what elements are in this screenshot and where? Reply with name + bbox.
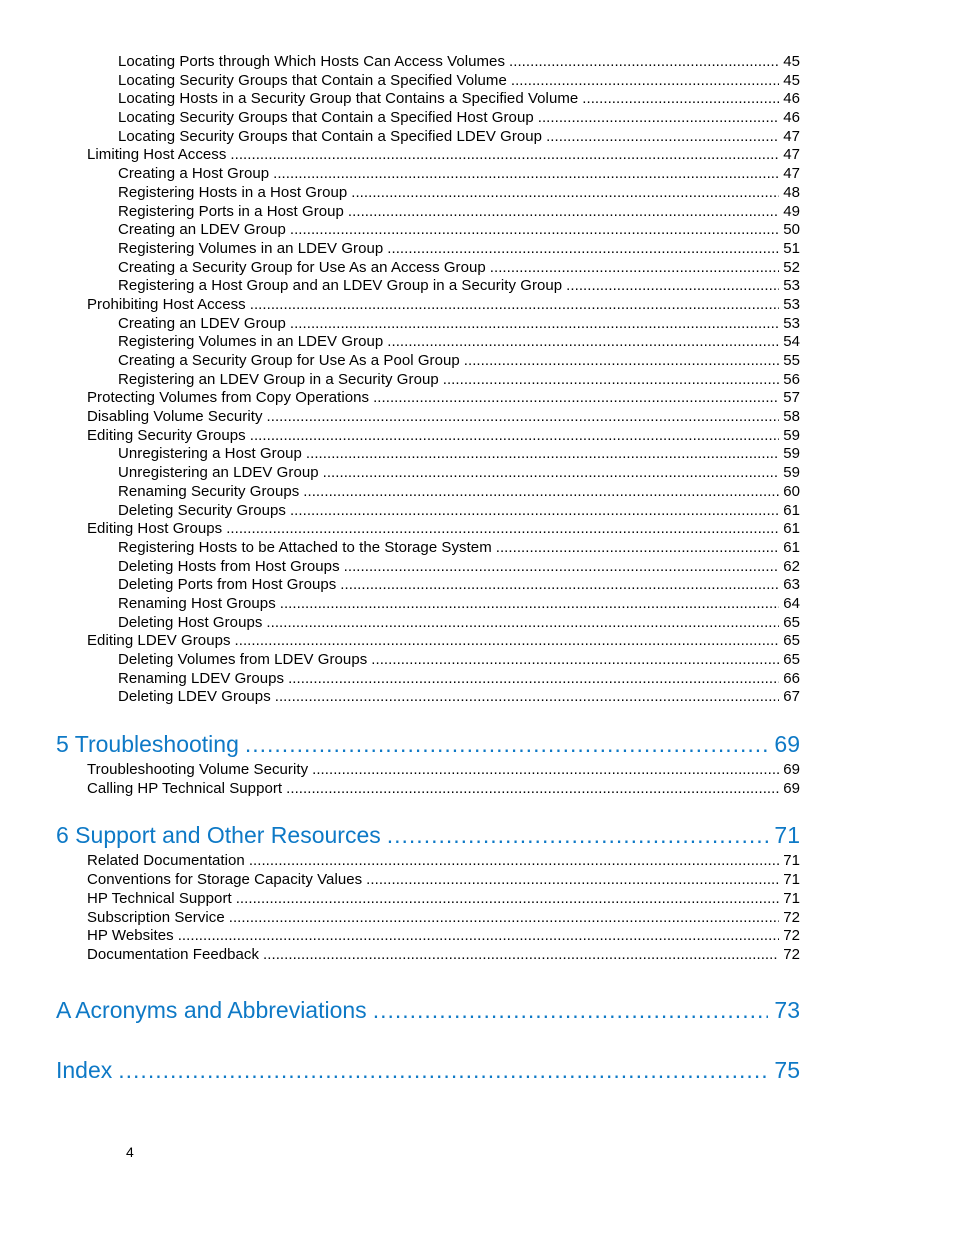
toc-section-entry[interactable]: [56, 852, 800, 871]
toc-subsection-entry[interactable]: [56, 53, 800, 72]
toc-subsection-entry[interactable]: [56, 277, 800, 296]
entry-title: Deleting LDEV Groups: [118, 688, 271, 706]
entry-page-number: 69: [783, 779, 800, 797]
entry-page-number: 69: [783, 761, 800, 779]
entry-page-number: 71: [783, 852, 800, 870]
toc-section-entry[interactable]: [56, 909, 800, 928]
dot-leader: [387, 820, 769, 850]
chapter-title: 5 Troubleshooting: [56, 731, 239, 758]
entry-title: Disabling Volume Security: [87, 408, 263, 426]
entry-page-number: 54: [783, 333, 800, 351]
entry-title: Deleting Host Groups: [118, 613, 263, 631]
dot-leader: [290, 502, 779, 521]
toc-subsection-entry[interactable]: [56, 72, 800, 91]
entry-page-number: 59: [783, 445, 800, 463]
dot-leader: [351, 184, 779, 203]
entry-page-number: 61: [783, 520, 800, 538]
entry-page-number: 53: [783, 314, 800, 332]
toc-subsection-entry[interactable]: [56, 203, 800, 222]
dot-leader: [303, 483, 779, 502]
toc-subsection-entry[interactable]: [56, 240, 800, 259]
toc-section-entry[interactable]: [56, 408, 800, 427]
entry-title: Deleting Volumes from LDEV Groups: [118, 651, 368, 668]
toc-section-entry[interactable]: [56, 761, 800, 780]
dot-leader: [236, 890, 780, 909]
entry-page-number: 59: [783, 464, 800, 482]
dot-leader: [118, 1055, 768, 1085]
dot-leader: [371, 651, 779, 670]
toc-chapter-entry[interactable]: [56, 820, 800, 850]
entry-title: Deleting Security Groups: [118, 501, 286, 519]
entry-title: HP Technical Support: [87, 889, 232, 907]
dot-leader: [387, 333, 779, 352]
toc-subsection-entry[interactable]: [56, 221, 800, 240]
dot-leader: [250, 296, 779, 315]
entry-page-number: 63: [783, 576, 800, 594]
dot-leader: [275, 688, 779, 707]
dot-leader: [263, 946, 779, 965]
entry-title: Registering Hosts in a Host Group: [118, 183, 348, 201]
dot-leader: [266, 614, 779, 633]
entry-title: Creating a Security Group for Use As an Access Group: [118, 258, 486, 276]
dot-leader: [306, 445, 779, 464]
entry-title: Documentation Feedback: [87, 945, 260, 963]
entry-page-number: 53: [783, 295, 800, 313]
toc-subsection-entry[interactable]: [56, 483, 800, 502]
toc-section-entry[interactable]: [56, 520, 800, 539]
entry-title: Renaming Host Groups: [118, 594, 276, 612]
dot-leader: [340, 576, 779, 595]
dot-leader: [366, 871, 779, 890]
toc-subsection-entry[interactable]: [56, 595, 800, 614]
toc-section-entry[interactable]: [56, 927, 800, 946]
dot-leader: [348, 203, 779, 222]
entry-title: Locating Security Groups that Contain a Specified Host Group: [118, 109, 534, 127]
entry-page-number: 72: [783, 908, 800, 926]
toc-section-entry[interactable]: [56, 946, 800, 965]
toc-subsection-entry[interactable]: [56, 352, 800, 371]
toc-subsection-entry[interactable]: [56, 333, 800, 352]
entry-page-number: 73: [774, 996, 800, 1023]
entry-title: Editing LDEV Groups: [87, 632, 231, 650]
dot-leader: [323, 464, 780, 483]
dot-leader: [230, 146, 779, 165]
entry-title: Renaming LDEV Groups: [118, 669, 285, 687]
entry-page-number: 61: [783, 501, 800, 519]
entry-title: Troubleshooting Volume Security: [87, 761, 309, 779]
dot-leader: [290, 315, 779, 334]
entry-title: Limiting Host Access: [87, 146, 227, 164]
toc-subsection-entry[interactable]: [56, 90, 800, 109]
entry-page-number: 65: [783, 651, 800, 668]
entry-page-number: 72: [783, 927, 800, 945]
toc-subsection-entry[interactable]: [56, 688, 800, 707]
dot-leader: [566, 277, 779, 296]
entry-title: Creating an LDEV Group: [118, 221, 286, 239]
entry-title: Locating Ports through Which Hosts Can Access Volumes: [118, 53, 506, 70]
dot-leader: [245, 729, 769, 759]
chapter-title: 6 Support and Other Resources: [56, 822, 381, 849]
entry-page-number: 75: [774, 1056, 800, 1083]
dot-leader: [387, 240, 779, 259]
dot-leader: [290, 221, 779, 240]
entry-title: Renaming Security Groups: [118, 482, 300, 500]
entry-title: Subscription Service: [87, 908, 225, 926]
entry-title: Editing Host Groups: [87, 520, 223, 538]
toc-section-entry[interactable]: [56, 780, 800, 799]
entry-page-number: 71: [774, 822, 800, 849]
dot-leader: [582, 90, 779, 109]
entry-page-number: 58: [783, 408, 800, 426]
toc-section-entry[interactable]: [56, 389, 800, 408]
entry-title: Unregistering an LDEV Group: [118, 464, 319, 482]
entry-title: Registering Hosts to be Attached to the Storage System: [118, 538, 492, 556]
entry-page-number: 60: [783, 482, 800, 500]
dot-leader: [511, 72, 779, 91]
entry-title: Locating Security Groups that Contain a Specified Volume: [118, 71, 507, 89]
entry-page-number: 55: [783, 352, 800, 369]
dot-leader: [267, 408, 780, 427]
dot-leader: [235, 632, 780, 651]
entry-page-number: 50: [783, 221, 800, 239]
toc-subsection-entry[interactable]: [56, 614, 800, 633]
entry-page-number: 59: [783, 426, 800, 444]
toc-chapter-entry[interactable]: [56, 1055, 800, 1085]
dot-leader: [249, 852, 779, 871]
toc-subsection-entry[interactable]: [56, 128, 800, 147]
entry-page-number: 65: [783, 632, 800, 650]
dot-leader: [288, 670, 779, 689]
entry-title: Protecting Volumes from Copy Operations: [87, 389, 370, 407]
entry-page-number: 53: [783, 277, 800, 295]
toc-subsection-entry[interactable]: [56, 651, 800, 670]
entry-page-number: 56: [783, 370, 800, 388]
toc-subsection-entry[interactable]: [56, 184, 800, 203]
entry-title: HP Websites: [87, 927, 174, 945]
entry-page-number: 66: [783, 669, 800, 687]
entry-title: Creating an LDEV Group: [118, 314, 286, 332]
toc-subsection-entry[interactable]: [56, 165, 800, 184]
dot-leader: [490, 259, 779, 278]
entry-title: Registering a Host Group and an LDEV Group in a Security Group: [118, 277, 563, 295]
toc-section-entry[interactable]: [56, 890, 800, 909]
toc-subsection-entry[interactable]: [56, 109, 800, 128]
entry-page-number: 46: [783, 109, 800, 127]
dot-leader: [312, 761, 779, 780]
entry-title: Locating Hosts in a Security Group that Contains a Specified Volume: [118, 90, 579, 108]
page-number: 4: [126, 1144, 134, 1160]
toc-section-entry[interactable]: [56, 871, 800, 890]
entry-page-number: 46: [783, 90, 800, 108]
dot-leader: [464, 352, 779, 371]
entry-page-number: 57: [783, 389, 800, 407]
chapter-title: A Acronyms and Abbreviations: [56, 996, 367, 1023]
entry-page-number: 69: [774, 731, 800, 758]
entry-page-number: 51: [783, 239, 800, 257]
entry-title: Registering an LDEV Group in a Security Group: [118, 370, 439, 388]
toc-section-entry[interactable]: [56, 632, 800, 651]
entry-page-number: 61: [783, 538, 800, 556]
entry-page-number: 47: [783, 146, 800, 164]
toc-subsection-entry[interactable]: [56, 502, 800, 521]
dot-leader: [538, 109, 779, 128]
entry-page-number: 67: [783, 688, 800, 706]
entry-title: Locating Security Groups that Contain a Specified LDEV Group: [118, 127, 543, 145]
toc-section-entry[interactable]: [56, 146, 800, 165]
entry-title: Registering Volumes in an LDEV Group: [118, 239, 384, 257]
entry-page-number: 62: [783, 557, 800, 575]
toc-subsection-entry[interactable]: [56, 576, 800, 595]
entry-title: Related Documentation: [87, 852, 245, 870]
entry-page-number: 49: [783, 202, 800, 220]
dot-leader: [280, 595, 779, 614]
entry-title: Deleting Ports from Host Groups: [118, 576, 337, 594]
toc-subsection-entry[interactable]: [56, 464, 800, 483]
entry-page-number: 71: [783, 889, 800, 907]
entry-title: Conventions for Storage Capacity Values: [87, 871, 363, 889]
entry-title: Registering Volumes in an LDEV Group: [118, 333, 384, 351]
toc-chapter-entry[interactable]: [56, 729, 800, 759]
entry-page-number: 64: [783, 594, 800, 612]
entry-title: Creating a Host Group: [118, 165, 270, 183]
entry-title: Creating a Security Group for Use As a Pool Group: [118, 352, 460, 369]
chapter-title: Index: [56, 1056, 113, 1083]
entry-page-number: 47: [783, 165, 800, 183]
toc-subsection-entry[interactable]: [56, 315, 800, 334]
toc-subsection-entry[interactable]: [56, 558, 800, 577]
dot-leader: [546, 128, 779, 147]
toc-section-entry[interactable]: [56, 427, 800, 446]
toc-subsection-entry[interactable]: [56, 445, 800, 464]
toc-subsection-entry[interactable]: [56, 539, 800, 558]
entry-title: Prohibiting Host Access: [87, 295, 246, 313]
toc-section-entry[interactable]: [56, 296, 800, 315]
entry-title: Unregistering a Host Group: [118, 445, 302, 463]
entry-title: Calling HP Technical Support: [87, 779, 283, 797]
toc-chapter-entry[interactable]: [56, 995, 800, 1025]
dot-leader: [373, 995, 769, 1025]
dot-leader: [443, 371, 779, 390]
entry-page-number: 72: [783, 945, 800, 963]
dot-leader: [496, 539, 779, 558]
dot-leader: [509, 53, 779, 72]
toc-subsection-entry[interactable]: [56, 371, 800, 390]
dot-leader: [250, 427, 779, 446]
toc-subsection-entry[interactable]: [56, 670, 800, 689]
entry-title: Deleting Hosts from Host Groups: [118, 557, 340, 575]
dot-leader: [273, 165, 779, 184]
entry-page-number: 47: [783, 127, 800, 145]
dot-leader: [373, 389, 779, 408]
entry-page-number: 45: [783, 71, 800, 89]
entry-title: Registering Ports in a Host Group: [118, 202, 344, 220]
dot-leader: [178, 927, 780, 946]
dot-leader: [286, 780, 779, 799]
entry-page-number: 65: [783, 613, 800, 631]
entry-page-number: 52: [783, 258, 800, 276]
entry-page-number: 48: [783, 183, 800, 201]
dot-leader: [229, 909, 779, 928]
dot-leader: [226, 520, 779, 539]
entry-page-number: 45: [783, 53, 800, 70]
toc-subsection-entry[interactable]: [56, 259, 800, 278]
entry-title: Editing Security Groups: [87, 426, 246, 444]
table-of-contents: [56, 53, 800, 1087]
entry-page-number: 71: [783, 871, 800, 889]
dot-leader: [344, 558, 780, 577]
